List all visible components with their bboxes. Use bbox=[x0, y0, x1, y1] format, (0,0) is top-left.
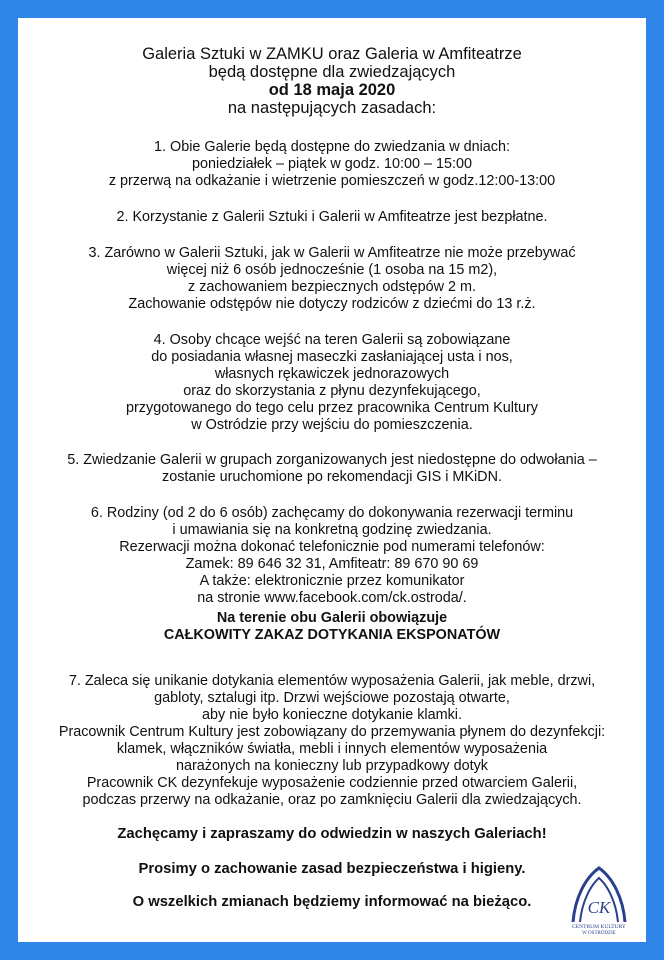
rule-7-line: narażonych na konieczny lub przypadkowy dotyk bbox=[176, 758, 488, 774]
announcement-document bbox=[18, 18, 646, 942]
rule-7-line: 7. Zaleca się unikanie dotykania elementów wyposażenia Galerii, jak meble, drzwi, bbox=[68, 673, 596, 689]
closing-safety-note: Prosimy o zachowanie zasad bezpieczeństwa i higieny. bbox=[138, 861, 526, 877]
notice-line-1: Na terenie obu Galerii obowiązuje bbox=[216, 610, 448, 626]
rule-3-line: więcej niż 6 osób jednocześnie (1 osoba na 15 m2), bbox=[166, 262, 498, 278]
header-line-1: Galeria Sztuki w ZAMKU oraz Galeria w Amfiteatrze bbox=[142, 45, 522, 63]
rule-1-line: 1. Obie Galerie będą dostępne do zwiedzania w dniach: bbox=[154, 139, 510, 155]
rule-7-line: podczas przerwy na odkażanie, oraz po zamknięciu Galerii dla zwiedzających. bbox=[82, 792, 582, 808]
logo-initials: CK bbox=[587, 898, 611, 917]
rule-5-line: 5. Zwiedzanie Galerii w grupach zorganizowanych jest niedostępne do odwołania – bbox=[67, 452, 597, 468]
notice-heading: CAŁKOWITY ZAKAZ DOTYKANIA EKSPONATÓW bbox=[163, 627, 501, 643]
rule-4-line: własnych rękawiczek jednorazowych bbox=[214, 366, 450, 382]
rule-4-line: w Ostródzie przy wejściu do pomieszczenia. bbox=[191, 417, 473, 433]
rule-4-line: do posiadania własnej maseczki zasłaniającej usta i nos, bbox=[151, 349, 513, 365]
rule-3-line: z zachowaniem bezpiecznych odstępów 2 m. bbox=[188, 279, 476, 295]
closing-invitation: Zachęcamy i zapraszamy do odwiedzin w naszych Galeriach! bbox=[117, 826, 547, 842]
rule-6-line: na stronie www.facebook.com/ck.ostroda/. bbox=[197, 590, 467, 606]
rule-3-line: Zachowanie odstępów nie dotyczy rodziców z dziećmi do 13 r.ż. bbox=[128, 296, 536, 312]
header-date: od 18 maja 2020 bbox=[268, 81, 396, 99]
rule-7-line: klamek, włączników światła, mebli i innych elementów wyposażenia bbox=[116, 741, 548, 757]
closing-updates-note: O wszelkich zmianach będziemy informować na bieżąco. bbox=[132, 894, 532, 910]
rule-6-line: i umawiania się na konkretną godzinę zwiedzania. bbox=[172, 522, 492, 538]
rule-6-line: Rezerwacji można dokonać telefonicznie pod numerami telefonów: bbox=[119, 539, 545, 555]
rule-3-line: 3. Zarówno w Galerii Sztuki, jak w Galerii w Amfiteatrze nie może przebywać bbox=[88, 245, 576, 261]
rule-7-line: aby nie było konieczne dotykanie klamki. bbox=[202, 707, 462, 723]
rule-1-line: z przerwą na odkażanie i wietrzenie pomieszczeń w godz.12:00-13:00 bbox=[108, 173, 556, 189]
rule-4-line: 4. Osoby chcące wejść na teren Galerii są zobowiązane bbox=[153, 332, 511, 348]
rule-7-line: Pracownik CK dezynfekuje wyposażenie codziennie przed otwarciem Galerii, bbox=[86, 775, 578, 791]
rule-7-line: gabloty, sztalugi itp. Drzwi wejściowe pozostają otwarte, bbox=[154, 690, 510, 706]
rule-1-line: poniedziałek – piątek w godz. 10:00 – 15:00 bbox=[191, 156, 473, 172]
logo-name-line-2: W OSTRÓDZIE bbox=[582, 931, 616, 936]
logo-name-line-1: CENTRUM KULTURY bbox=[572, 924, 626, 930]
rule-2-line: 2. Korzystanie z Galerii Sztuki i Galerii w Amfiteatrze jest bezpłatne. bbox=[116, 209, 548, 225]
rule-6-line: 6. Rodziny (od 2 do 6 osób) zachęcamy do dokonywania rezerwacji terminu bbox=[90, 505, 574, 521]
rule-4-line: oraz do skorzystania z płynu dezynfekującego, bbox=[183, 383, 481, 399]
rule-7-line: Pracownik Centrum Kultury jest zobowiązany do przemywania płynem do dezynfekcji: bbox=[58, 724, 606, 740]
rule-4-line: przygotowanego do tego celu przez pracownika Centrum Kultury bbox=[126, 400, 538, 416]
rule-5-line: zostanie uruchomione po rekomendacji GIS i MKiDN. bbox=[162, 469, 502, 485]
header-line-4: na następujących zasadach: bbox=[227, 99, 437, 117]
centrum-kultury-logo-icon bbox=[565, 866, 633, 936]
rule-6-line: A także: elektronicznie przez komunikator bbox=[199, 573, 465, 589]
rule-6-line: Zamek: 89 646 32 31, Amfiteatr: 89 670 90 69 bbox=[185, 556, 479, 572]
header-line-2: będą dostępne dla zwiedzających bbox=[208, 63, 456, 81]
